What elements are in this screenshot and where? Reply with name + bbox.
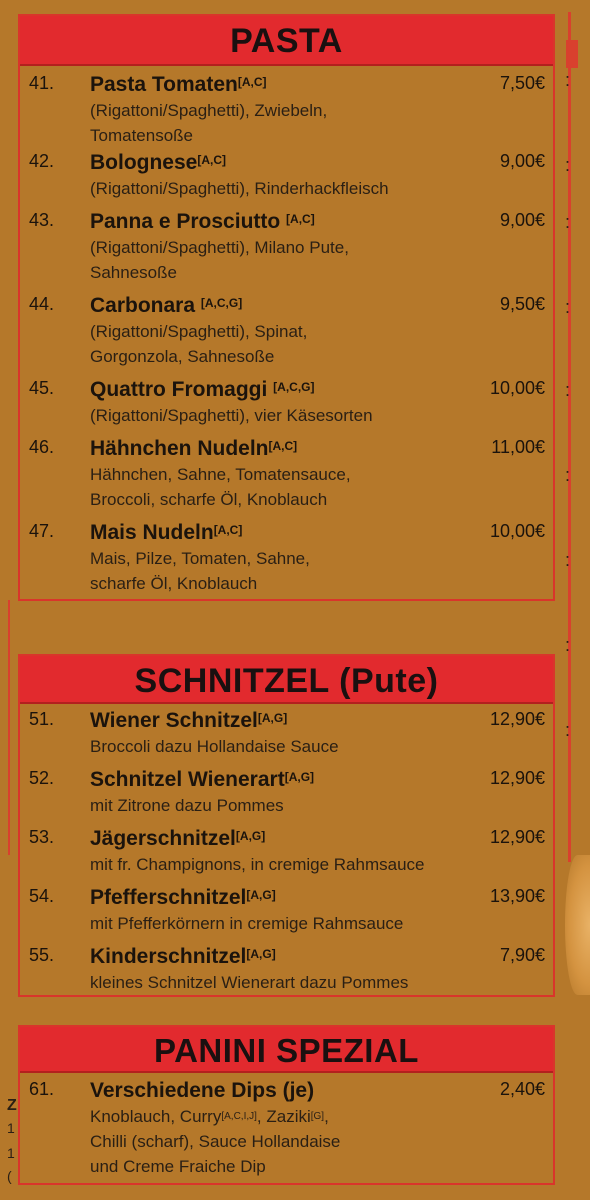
edge-colon: : [565,550,571,570]
allergen-codes: [A,G] [246,947,276,961]
item-description: (Rigattoni/Spaghetti), vier Käsesorten [90,406,373,425]
item-name: Quattro Fromaggi [A,C,G] [90,378,315,401]
item-number: 43. [29,210,55,230]
item-price: 7,90€ [499,945,545,965]
item-price: 7,50€ [499,73,545,93]
item-name: Mais Nudeln[A,C] [90,521,243,544]
item-price: 11,00€ [491,437,545,457]
panini-section [18,1025,555,1185]
panini-header: PANINI SPEZIAL [20,1027,553,1073]
edge-colon: : [565,635,571,655]
item-description: und Creme Fraiche Dip [90,1157,266,1176]
item-price: 12,90€ [489,827,545,847]
schnitzel-section [18,654,555,997]
edge-colon: : [565,380,571,400]
item-description: Gorgonzola, Sahnesoße [90,347,275,366]
item-description: (Rigattoni/Spaghetti), Spinat, [90,322,308,341]
allergen-codes: [A,C,G] [273,380,315,394]
menu-item [20,209,553,293]
item-number: 44. [29,294,55,314]
allergen-codes: [A,C] [237,75,267,89]
item-name: Jägerschnitzel[A,G] [90,827,266,850]
item-name: Kinderschnitzel[A,G] [90,945,276,968]
edge-colon: : [565,155,571,175]
item-number: 61. [29,1079,55,1099]
allergen-codes: [A,G] [235,829,266,843]
menu-item [20,1078,553,1182]
menu-item [20,944,553,1000]
menu-item [20,767,553,826]
item-description: Broccoli dazu Hollandaise Sauce [90,737,339,756]
item-description: mit fr. Champignons, in cremige Rahmsauce [90,855,425,874]
item-name: Pasta Tomaten[A,C] [90,73,267,96]
item-name: Bolognese[A,C] [90,151,227,174]
item-name: Hähnchen Nudeln[A,C] [90,437,298,460]
item-name: Schnitzel Wienerart[A,G] [90,768,315,791]
allergen-codes: [A,C,G] [200,296,243,310]
edge-fragment: 1 [7,1120,15,1136]
item-number: 47. [29,521,55,541]
item-description: (Rigattoni/Spaghetti), Rinderhackfleisch [90,179,389,198]
item-description: (Rigattoni/Spaghetti), Zwiebeln, [90,101,328,120]
item-description: Hähnchen, Sahne, Tomatensauce, [90,465,351,484]
item-name: Carbonara [A,C,G] [90,294,243,317]
item-number: 46. [29,437,55,457]
allergen-codes: [A,C] [213,523,243,537]
item-number: 42. [29,151,55,171]
item-number: 52. [29,768,55,788]
item-name: Verschiedene Dips (je) [90,1079,315,1102]
item-description: Chilli (scharf), Sauce Hollandaise [90,1132,341,1151]
menu-item [20,150,553,209]
item-price: 9,00€ [499,210,545,230]
edge-colon: : [565,297,571,317]
item-description: Tomatensoße [90,126,193,145]
right-edge-red-block [566,40,578,68]
allergen-codes: [A,C,I,J] [221,1111,257,1122]
item-price: 9,00€ [499,151,545,171]
item-price: 10,00€ [489,378,545,398]
item-number: 55. [29,945,55,965]
item-number: 45. [29,378,55,398]
item-number: 54. [29,886,55,906]
allergen-codes: [A,G] [284,770,315,784]
menu-item [20,885,553,944]
item-name: Wiener Schnitzel[A,G] [90,709,288,732]
item-description: (Rigattoni/Spaghetti), Milano Pute, [90,238,349,257]
allergen-codes: [A,C] [197,153,227,167]
item-number: 53. [29,827,55,847]
allergen-codes: [G] [310,1111,325,1122]
item-description: scharfe Öl, Knoblauch [90,574,258,593]
allergen-codes: [A,C] [268,439,298,453]
pasta-header: PASTA [20,16,553,66]
edge-colon: : [565,212,571,232]
item-price: 2,40€ [499,1079,545,1099]
item-name: Panna e Prosciutto [A,C] [90,210,315,233]
item-description: Broccoli, scharfe Öl, Knoblauch [90,490,328,509]
item-price: 13,90€ [489,886,545,906]
left-edge-red-line [8,600,10,855]
menu-item [20,436,553,520]
allergen-codes: [A,G] [257,711,288,725]
item-price: 10,00€ [489,521,545,541]
edge-fragment: ( [7,1168,12,1184]
item-description: Knoblauch, Curry[A,C,I,J], Zaziki[G], [90,1107,329,1126]
item-price: 12,90€ [489,709,545,729]
item-number: 41. [29,73,55,93]
item-description: kleines Schnitzel Wienerart dazu Pommes [90,973,409,992]
item-description: Mais, Pilze, Tomaten, Sahne, [90,549,310,568]
item-number: 51. [29,709,55,729]
menu-item [20,520,553,598]
item-price: 12,90€ [489,768,545,788]
edge-colon: : [565,720,571,740]
item-description: Sahnesoße [90,263,177,282]
edge-colon: : [565,465,571,485]
item-price: 9,50€ [499,294,545,314]
allergen-codes: [A,G] [246,888,276,902]
allergen-codes: [A,C] [286,212,315,226]
edge-fragment: 1 [7,1145,15,1161]
pasta-section [18,14,555,601]
menu-item [20,293,553,377]
menu-item [20,708,553,767]
menu-item [20,377,553,436]
item-name: Pfefferschnitzel[A,G] [90,886,276,909]
pizza-image-edge [565,855,590,995]
item-description: mit Zitrone dazu Pommes [90,796,284,815]
edge-colon: : [565,70,571,90]
edge-fragment: Z [7,1097,17,1114]
schnitzel-header: SCHNITZEL (Pute) [20,656,553,704]
menu-item [20,826,553,885]
menu-item [20,72,553,150]
item-description: mit Pfefferkörnern in cremige Rahmsauce [90,914,404,933]
